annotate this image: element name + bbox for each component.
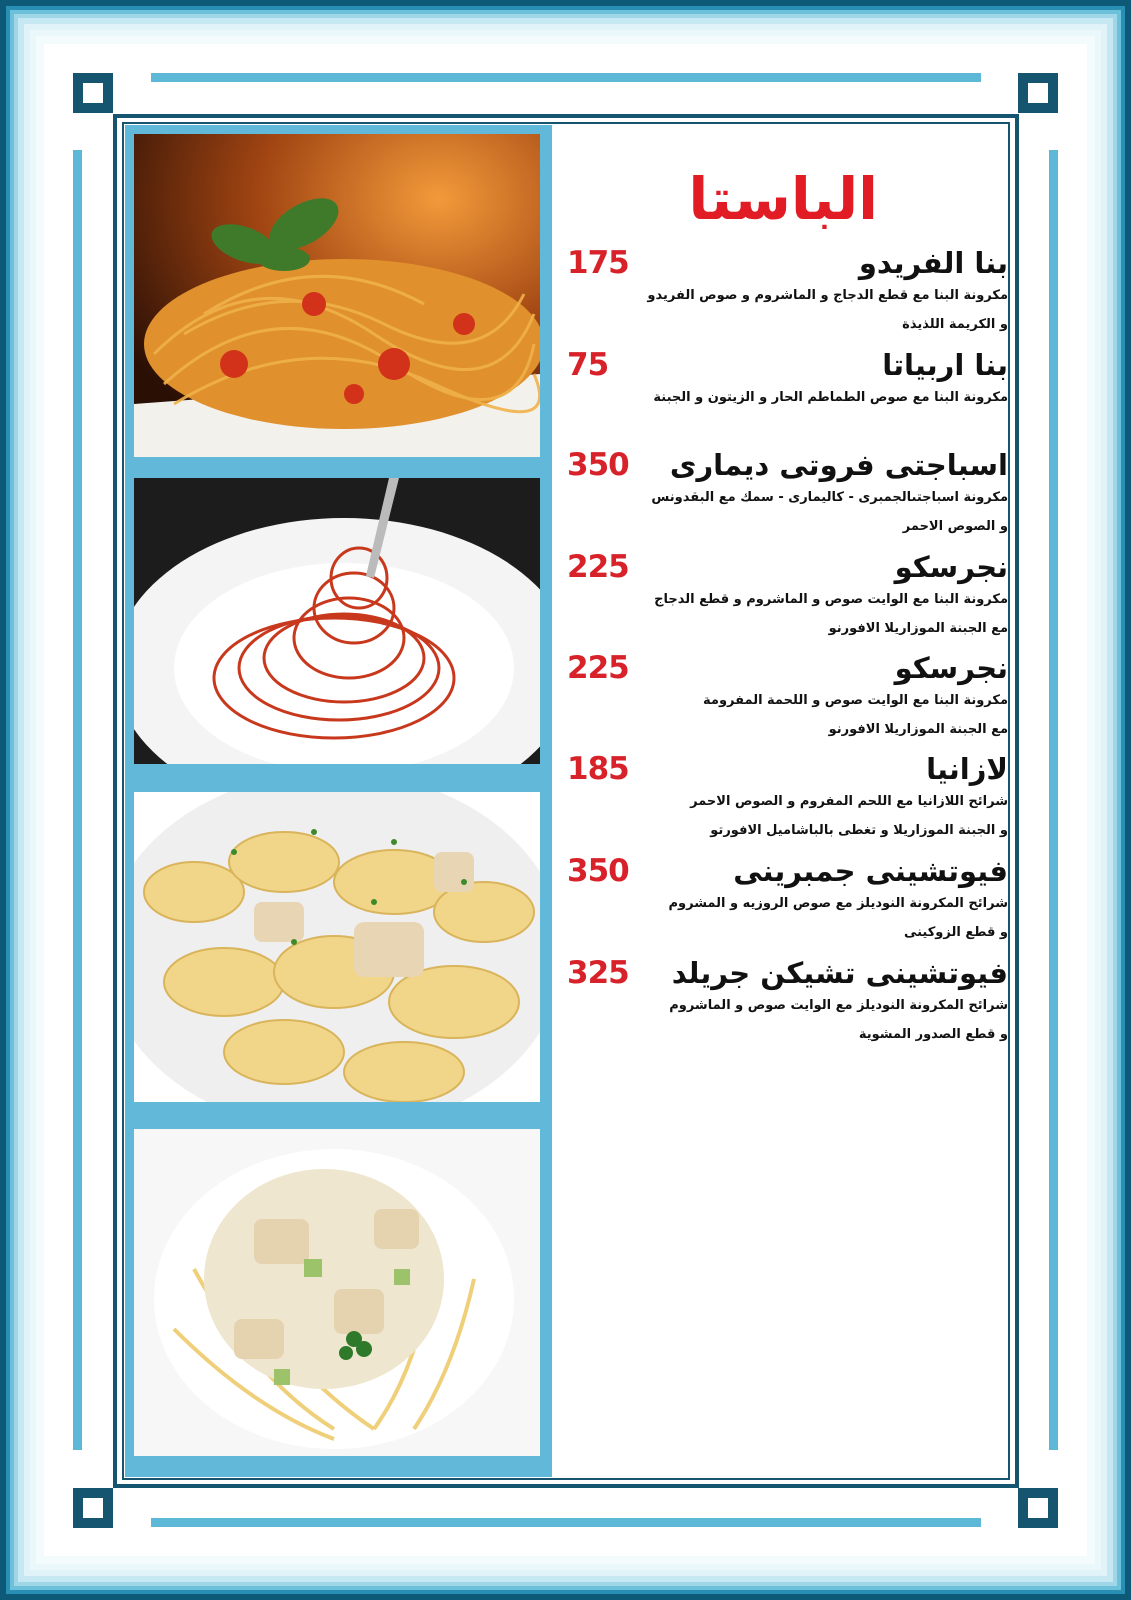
menu-list bbox=[560, 125, 1008, 1465]
item-name: نجرسكو bbox=[894, 651, 1008, 685]
item-description: مكرونة البنا مع صوص الطماطم الحار و الزيتون و الجبنة bbox=[653, 390, 1008, 405]
photo-column bbox=[125, 125, 552, 1477]
item-price: 350 bbox=[567, 853, 629, 889]
item-name: فيوتشينى تشيكن جريلد bbox=[671, 956, 1008, 990]
item-description: مكرونة البنا مع الوايت صوص و اللحمة المفرومة مع الجبنة الموزاريلا الافورنو bbox=[703, 693, 1008, 737]
corner-ornament-top-left bbox=[73, 73, 113, 113]
item-description: شرائح اللازانيا مع اللحم المفروم و الصوص الاحمر و الجبنة الموزاريلا و تغطى بالباشاميل الافورتو bbox=[690, 794, 1008, 838]
item-price: 225 bbox=[567, 549, 629, 585]
item-price: 75 bbox=[567, 347, 609, 383]
right-decor-bar bbox=[1049, 150, 1058, 1450]
corner-ornament-bottom-left bbox=[73, 1488, 113, 1528]
item-name: نجرسكو bbox=[894, 550, 1008, 584]
bottom-decor-bar bbox=[151, 1518, 981, 1527]
corner-ornament-bottom-right bbox=[1018, 1488, 1058, 1528]
left-decor-bar bbox=[73, 150, 82, 1450]
item-description: مكرونة اسباجتىالجمبرى - كاليمارى - سمك مع البقدونس و الصوص الاحمر bbox=[651, 490, 1008, 534]
item-description: مكرونة البنا مع قطع الدجاج و الماشروم و صوص الفريدو و الكريمة اللذيذة bbox=[647, 288, 1008, 332]
item-price: 225 bbox=[567, 650, 629, 686]
item-name: اسباجتى فروتى ديمارى bbox=[669, 448, 1008, 482]
photo-spaghetti-fork bbox=[134, 478, 540, 764]
top-decor-bar bbox=[151, 73, 981, 82]
photo-spaghetti-tomato bbox=[134, 134, 540, 457]
item-price: 325 bbox=[567, 955, 629, 991]
item-description: مكرونة البنا مع الوايت صوص و الماشروم و قطع الدجاج مع الجبنة الموزاريلا الافورنو bbox=[654, 592, 1008, 636]
item-description: شرائح المكرونة النوديلز مع الوايت صوص و الماشروم و قطع الصدور المشوية bbox=[669, 998, 1008, 1042]
item-price: 175 bbox=[567, 245, 629, 281]
item-price: 350 bbox=[567, 447, 629, 483]
item-name: بنا الفريدو bbox=[858, 246, 1008, 280]
menu-title: الباستا bbox=[688, 165, 878, 233]
item-name: بنا اربياتا bbox=[882, 348, 1008, 382]
item-description: شرائح المكرونة النوديلز مع صوص الروزيه و المشروم و قطع الزوكينى bbox=[668, 896, 1008, 940]
item-name: لازانيا bbox=[926, 752, 1008, 786]
item-name: فيوتشينى جمبرينى bbox=[733, 854, 1008, 888]
photo-farfalle-chicken bbox=[134, 792, 540, 1102]
item-price: 185 bbox=[567, 751, 629, 787]
photo-fettuccine-chicken bbox=[134, 1129, 540, 1456]
corner-ornament-top-right bbox=[1018, 73, 1058, 113]
